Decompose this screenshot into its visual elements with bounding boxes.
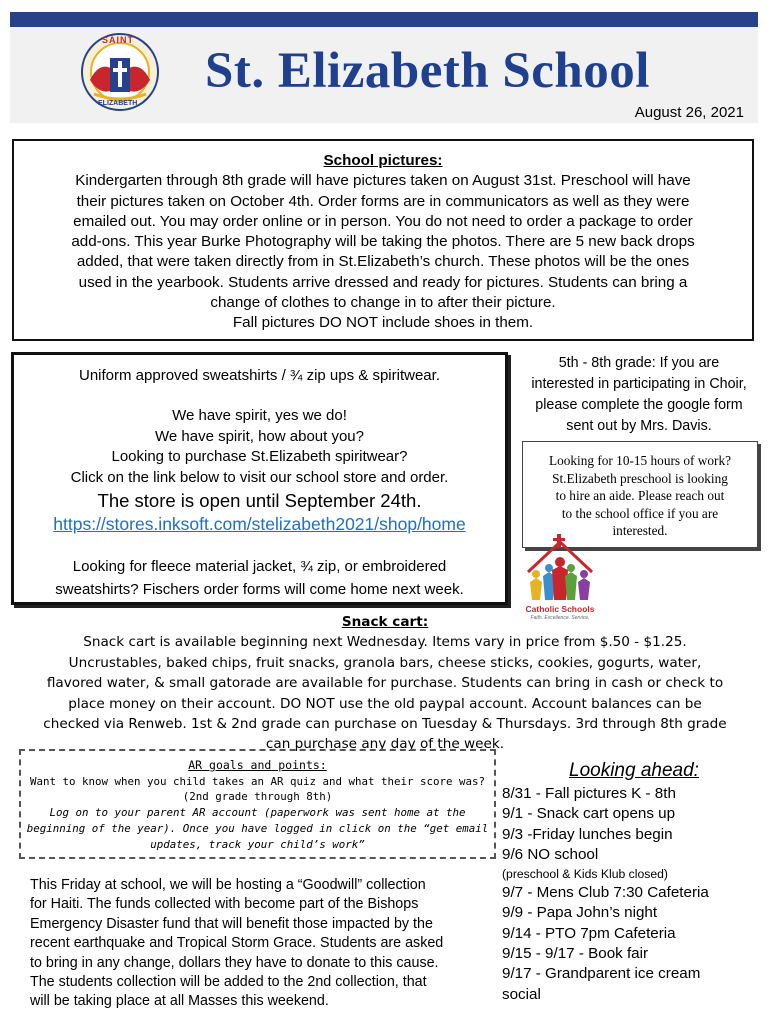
choir-line: please complete the google form (535, 397, 743, 413)
ar-line: (2nd grade through 8th) (182, 790, 333, 804)
aide-line: Looking for 10-15 hours of work? (548, 453, 732, 468)
snack-line: Snack cart is available beginning next Wednesday. Items vary in price from $.50 - $1.25. (83, 634, 687, 651)
spiritwear-line: sweatshirts? Fischers order forms will come home next week. (55, 581, 464, 598)
event-item-note: (preschool & Kids Klub closed) (502, 867, 668, 882)
spiritwear-line: Uniform approved sweatshirts / ¾ zip ups & spiritwear. (79, 367, 440, 384)
ar-line: beginning of the year). Once you have logged in click on the “get email (26, 821, 489, 835)
goodwill-collection-notice (30, 876, 492, 1012)
looking-ahead-list (502, 784, 764, 1005)
logo-text-top: SAINT (102, 35, 134, 45)
pictures-line: used in the yearbook. Students arrive dressed and ready for pictures. Students can bring a (78, 273, 688, 291)
choir-line: interested in participating in Choir, (531, 376, 747, 392)
spiritwear-line: Looking to purchase St.Elizabeth spiritwear? (111, 448, 408, 465)
snack-cart-section (14, 612, 756, 755)
ar-line: Log on to your parent AR account (paperwork was sent home at the (49, 806, 466, 820)
pictures-line: emailed out. You may order online or in person. You do not need to order a package to order (73, 212, 693, 230)
aide-hiring-box (522, 441, 758, 548)
choir-line: 5th - 8th grade: If you are (558, 355, 720, 371)
snack-line: Uncrustables, baked chips, fruit snacks, granola bars, cheese sticks, cookies, gogurts, water, (68, 654, 702, 671)
looking-ahead-title: Looking ahead: (569, 760, 699, 781)
snack-line: flavored water, & small gatorade are available for purchase. Students can bring in cash or check to (46, 675, 724, 692)
event-item: 9/7 - Mens Club 7:30 Cafeteria (502, 884, 709, 902)
spiritwear-box (11, 352, 508, 605)
pictures-line: Kindergarten through 8th grade will have pictures taken on August 31st. Preschool will have (75, 172, 691, 190)
choir-notice (516, 353, 762, 437)
ar-line: Want to know when you child takes an AR quiz and what their score was? (29, 774, 486, 788)
event-item: 9/17 - Grandparent ice cream (502, 965, 701, 983)
pictures-line: their pictures taken on October 4th. Order forms are in communicators as well as they were (76, 192, 690, 210)
goodwill-line: recent earthquake and Tropical Storm Grace. Students are asked (30, 935, 444, 952)
choir-line: sent out by Mrs. Davis. (566, 418, 712, 434)
goodwill-line: This Friday at school, we will be hosting a “Goodwill” collection (30, 877, 426, 893)
event-item: social (502, 985, 541, 1003)
goodwill-line: Emergency Disaster fund that will benefit those impacted by the (30, 915, 433, 932)
store-link[interactable]: https://stores.inksoft.com/stelizabeth2021/shop/home (53, 514, 466, 534)
snack-line: can purchase any day of the week. (265, 736, 505, 753)
event-item: 8/31 - Fall pictures K - 8th (502, 785, 676, 802)
aide-line: interested. (612, 523, 668, 538)
school-logo (80, 30, 160, 115)
goodwill-line: The students collection will be added to the 2nd collection, that (30, 974, 427, 991)
goodwill-line: will be taking place at all Masses this weekend. (30, 993, 329, 1010)
school-title: St. Elizabeth School (205, 43, 650, 99)
event-item: 9/1 - Snack cart opens up (502, 805, 676, 823)
catholic-schools-name: Catholic Schools (525, 604, 595, 614)
catholic-schools-tagline: Faith. Excellence. Service. (530, 615, 590, 621)
aide-line: St.Elizabeth preschool is looking (552, 470, 728, 486)
school-pictures-box (12, 139, 754, 341)
pictures-line: added, that were taken directly from in St.Elizabeth’s church. These photos will be the ones (76, 253, 690, 271)
event-item: 9/3 -Friday lunches begin (502, 825, 673, 843)
goodwill-line: for Haiti. The funds collected with become part of the Bishops (30, 896, 419, 913)
spiritwear-line: We have spirit, how about you? (154, 428, 364, 445)
newsletter-date: August 26, 2021 (634, 104, 744, 121)
logo-text-bottom: ELIZABETH (98, 100, 138, 107)
snack-line: place money on their account. DO NOT use the old paypal account. Account balances can be (68, 695, 702, 712)
snack-cart-heading: Snack cart: (341, 614, 429, 630)
school-pictures-heading: School pictures: (323, 152, 443, 169)
event-item: 9/14 - PTO 7pm Cafeteria (502, 924, 676, 942)
store-deadline: The store is open until September 24th. (97, 490, 422, 511)
goodwill-line: to bring in any change, dollars they have to donate to this cause. (30, 954, 439, 971)
pictures-line: change of clothes to change in to after their picture. (210, 294, 556, 312)
spiritwear-line: Click on the link below to visit our school store and order. (70, 469, 449, 486)
aide-line: to hire an aide. Please reach out (555, 488, 725, 503)
event-item: 9/6 NO school (502, 845, 599, 863)
ar-goals-box (19, 749, 496, 859)
pictures-line: Fall pictures DO NOT include shoes in them. (232, 314, 534, 332)
snack-line: checked via Renweb. 1st & 2nd grade can purchase on Tuesday & Thursdays. 3rd through 8th grade (43, 716, 727, 733)
event-item: 9/9 - Papa John’s night (502, 904, 658, 922)
spiritwear-line: We have spirit, yes we do! (172, 407, 347, 424)
pictures-line: add-ons. This year Burke Photography will be taking the photos. There are 5 new back drops (71, 233, 695, 251)
ar-line: updates, track your child’s work” (150, 837, 365, 851)
aide-line: to the school office if you are (561, 505, 719, 521)
ar-heading: AR goals and points: (188, 758, 327, 772)
event-item: 9/15 - 9/17 - Book fair (502, 945, 649, 963)
spiritwear-line: Looking for fleece material jacket, ¾ zip, or embroidered (72, 558, 447, 575)
header-top-bar (10, 12, 758, 27)
